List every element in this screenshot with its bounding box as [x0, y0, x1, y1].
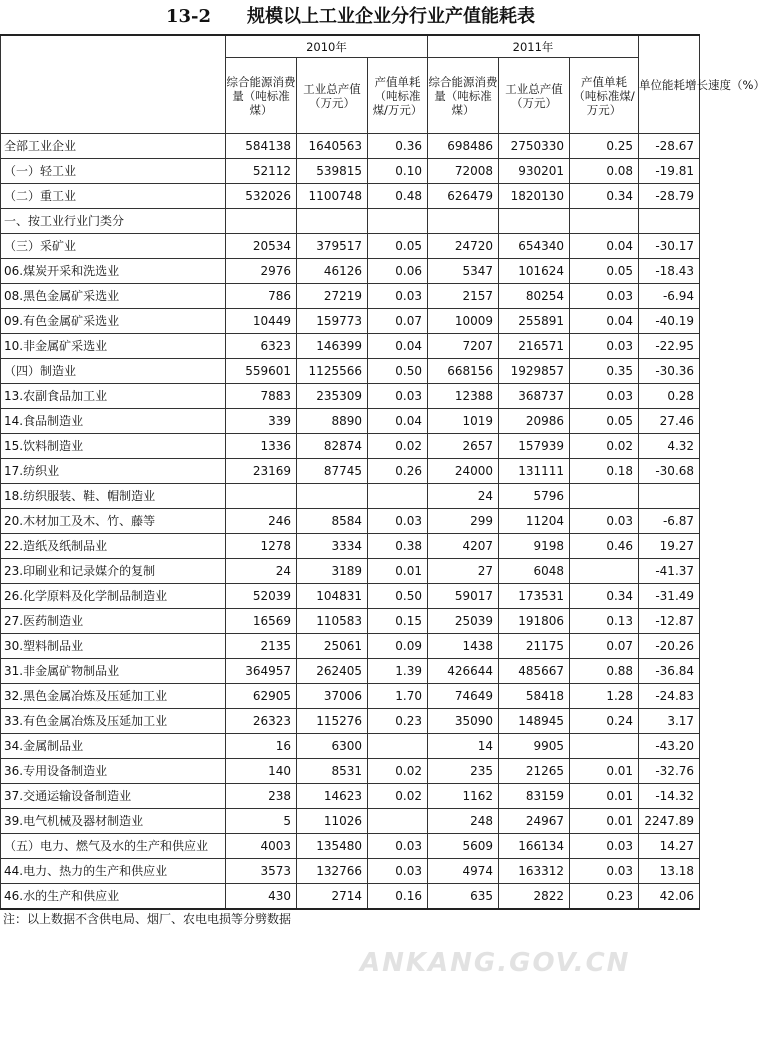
- table-cell: 135480: [297, 834, 368, 859]
- table-cell: 0.05: [570, 409, 639, 434]
- table-cell: 9905: [499, 734, 570, 759]
- table-cell: 0.28: [639, 384, 700, 409]
- table-cell: 87745: [297, 459, 368, 484]
- energy-2010-header: 综合能源消费量（吨标准煤）: [226, 58, 297, 134]
- table-cell: 83159: [499, 784, 570, 809]
- table-cell: 11026: [297, 809, 368, 834]
- table-cell: 26323: [226, 709, 297, 734]
- table-row: [1, 459, 700, 484]
- table-row: [1, 859, 700, 884]
- table-cell: 0.04: [368, 409, 428, 434]
- table-cell: 1162: [428, 784, 499, 809]
- table-cell: 0.04: [368, 334, 428, 359]
- table-row: [1, 284, 700, 309]
- table-cell: -6.87: [639, 509, 700, 534]
- table-cell: 148945: [499, 709, 570, 734]
- table-row: [1, 534, 700, 559]
- table-cell: 0.07: [368, 309, 428, 334]
- table-cell: 166134: [499, 834, 570, 859]
- row-label: （一）轻工业: [1, 159, 226, 184]
- table-cell: -36.84: [639, 659, 700, 684]
- table-row: [1, 159, 700, 184]
- table-cell: 0.02: [570, 434, 639, 459]
- table-cell: 2976: [226, 259, 297, 284]
- table-cell: [368, 484, 428, 509]
- table-cell: 72008: [428, 159, 499, 184]
- table-row: [1, 209, 700, 234]
- table-cell: -32.76: [639, 759, 700, 784]
- table-row: [1, 434, 700, 459]
- table-cell: 426644: [428, 659, 499, 684]
- table-cell: 35090: [428, 709, 499, 734]
- row-label: 32.黑色金属冶炼及压延加工业: [1, 684, 226, 709]
- table-cell: 191806: [499, 609, 570, 634]
- table-cell: 27219: [297, 284, 368, 309]
- row-label: 14.食品制造业: [1, 409, 226, 434]
- table-cell: 1929857: [499, 359, 570, 384]
- table-cell: [297, 484, 368, 509]
- table-cell: 5609: [428, 834, 499, 859]
- table-cell: -31.49: [639, 584, 700, 609]
- table-cell: [226, 209, 297, 234]
- table-cell: 163312: [499, 859, 570, 884]
- table-cell: 52039: [226, 584, 297, 609]
- table-cell: 14: [428, 734, 499, 759]
- year-2011-header: 2011年: [428, 35, 639, 58]
- table-cell: 0.01: [570, 759, 639, 784]
- table-cell: -6.94: [639, 284, 700, 309]
- row-label: 27.医药制造业: [1, 609, 226, 634]
- row-label: （三）采矿业: [1, 234, 226, 259]
- table-cell: 786: [226, 284, 297, 309]
- table-cell: 24000: [428, 459, 499, 484]
- table-cell: 7207: [428, 334, 499, 359]
- table-cell: 0.88: [570, 659, 639, 684]
- energy-table: [0, 34, 765, 910]
- row-label: 20.木材加工及木、竹、藤等: [1, 509, 226, 534]
- table-cell: [639, 209, 700, 234]
- table-cell: 0.34: [570, 584, 639, 609]
- table-cell: 0.25: [570, 134, 639, 159]
- table-cell: 2714: [297, 884, 368, 910]
- table-cell: 14623: [297, 784, 368, 809]
- table-cell: 1125566: [297, 359, 368, 384]
- row-header-blank: [1, 35, 226, 134]
- table-cell: -41.37: [639, 559, 700, 584]
- table-cell: 0.03: [368, 509, 428, 534]
- table-cell: 0.38: [368, 534, 428, 559]
- row-label: 17.纺织业: [1, 459, 226, 484]
- table-cell: 5: [226, 809, 297, 834]
- table-row: [1, 134, 700, 159]
- table-cell: 9198: [499, 534, 570, 559]
- table-cell: 2750330: [499, 134, 570, 159]
- table-cell: 0.34: [570, 184, 639, 209]
- table-cell: 0.50: [368, 584, 428, 609]
- table-cell: -30.68: [639, 459, 700, 484]
- row-label: （四）制造业: [1, 359, 226, 384]
- table-cell: 0.02: [368, 434, 428, 459]
- table-cell: 0.04: [570, 309, 639, 334]
- table-cell: 58418: [499, 684, 570, 709]
- table-cell: 0.50: [368, 359, 428, 384]
- table-cell: 46126: [297, 259, 368, 284]
- table-cell: 368737: [499, 384, 570, 409]
- table-cell: 2822: [499, 884, 570, 910]
- table-cell: 62905: [226, 684, 297, 709]
- table-cell: 0.08: [570, 159, 639, 184]
- row-label: 09.有色金属矿采选业: [1, 309, 226, 334]
- table-cell: 25039: [428, 609, 499, 634]
- row-label: 18.纺织服装、鞋、帽制造业: [1, 484, 226, 509]
- table-row: [1, 184, 700, 209]
- table-cell: 0.01: [368, 559, 428, 584]
- table-cell: -20.26: [639, 634, 700, 659]
- table-cell: 635: [428, 884, 499, 910]
- table-cell: 21265: [499, 759, 570, 784]
- table-cell: 559601: [226, 359, 297, 384]
- unit-2011-header: 产值单耗（吨标准煤/万元）: [570, 58, 639, 134]
- table-cell: 3189: [297, 559, 368, 584]
- table-cell: 0.03: [570, 509, 639, 534]
- table-cell: 248: [428, 809, 499, 834]
- table-cell: 20534: [226, 234, 297, 259]
- table-cell: 235309: [297, 384, 368, 409]
- table-cell: 3334: [297, 534, 368, 559]
- table-row: [1, 259, 700, 284]
- table-cell: 626479: [428, 184, 499, 209]
- table-cell: 485667: [499, 659, 570, 684]
- table-cell: 6048: [499, 559, 570, 584]
- table-cell: -14.32: [639, 784, 700, 809]
- table-cell: 0.18: [570, 459, 639, 484]
- table-cell: 0.03: [368, 284, 428, 309]
- table-cell: 1019: [428, 409, 499, 434]
- table-cell: 0.23: [570, 884, 639, 910]
- table-cell: -19.81: [639, 159, 700, 184]
- table-cell: 3573: [226, 859, 297, 884]
- table-cell: 27.46: [639, 409, 700, 434]
- table-cell: 0.05: [368, 234, 428, 259]
- table-row: [1, 809, 700, 834]
- table-cell: -40.19: [639, 309, 700, 334]
- table-cell: 0.13: [570, 609, 639, 634]
- row-label: 08.黑色金属矿采选业: [1, 284, 226, 309]
- row-label: 34.金属制品业: [1, 734, 226, 759]
- table-cell: [570, 209, 639, 234]
- table-cell: 52112: [226, 159, 297, 184]
- table-row: [1, 759, 700, 784]
- table-cell: [226, 484, 297, 509]
- table-cell: 12388: [428, 384, 499, 409]
- table-cell: -28.79: [639, 184, 700, 209]
- row-label: 13.农副食品加工业: [1, 384, 226, 409]
- table-cell: 25061: [297, 634, 368, 659]
- table-cell: 1336: [226, 434, 297, 459]
- table-cell: 27: [428, 559, 499, 584]
- table-cell: 0.24: [570, 709, 639, 734]
- table-row: [1, 309, 700, 334]
- table-cell: 262405: [297, 659, 368, 684]
- table-cell: 2247.89: [639, 809, 700, 834]
- table-cell: 110583: [297, 609, 368, 634]
- table-cell: 0.01: [570, 784, 639, 809]
- row-label: 全部工业企业: [1, 134, 226, 159]
- row-label: 37.交通运输设备制造业: [1, 784, 226, 809]
- table-row: [1, 834, 700, 859]
- table-cell: 5347: [428, 259, 499, 284]
- table-cell: 0.48: [368, 184, 428, 209]
- table-cell: -43.20: [639, 734, 700, 759]
- row-label: 44.电力、热力的生产和供应业: [1, 859, 226, 884]
- table-row: [1, 709, 700, 734]
- table-cell: 4974: [428, 859, 499, 884]
- output-2011-header: 工业总产值（万元）: [499, 58, 570, 134]
- table-cell: 0.03: [570, 334, 639, 359]
- row-label: 36.专用设备制造业: [1, 759, 226, 784]
- table-cell: 1.28: [570, 684, 639, 709]
- table-cell: 532026: [226, 184, 297, 209]
- row-label: （五）电力、燃气及水的生产和供应业: [1, 834, 226, 859]
- row-label: 23.印刷业和记录媒介的复制: [1, 559, 226, 584]
- table-cell: 16: [226, 734, 297, 759]
- footnote: 注：以上数据不含供电局、烟厂、农电电损等分劈数据: [3, 912, 292, 926]
- table-cell: 339: [226, 409, 297, 434]
- table-row: [1, 584, 700, 609]
- table-cell: 37006: [297, 684, 368, 709]
- table-cell: 10009: [428, 309, 499, 334]
- table-cell: 0.36: [368, 134, 428, 159]
- table-cell: -18.43: [639, 259, 700, 284]
- table-body: [1, 134, 700, 910]
- table-cell: 21175: [499, 634, 570, 659]
- table-cell: 23169: [226, 459, 297, 484]
- table-cell: 104831: [297, 584, 368, 609]
- table-cell: 131111: [499, 459, 570, 484]
- table-cell: 216571: [499, 334, 570, 359]
- table-cell: 0.10: [368, 159, 428, 184]
- table-cell: 0.02: [368, 759, 428, 784]
- table-row: [1, 684, 700, 709]
- table-row: [1, 634, 700, 659]
- table-cell: 8531: [297, 759, 368, 784]
- table-cell: 0.09: [368, 634, 428, 659]
- table-row: [1, 484, 700, 509]
- table-cell: 0.26: [368, 459, 428, 484]
- table-cell: 238: [226, 784, 297, 809]
- table-cell: 0.35: [570, 359, 639, 384]
- table-cell: [570, 559, 639, 584]
- table-cell: 5796: [499, 484, 570, 509]
- table-cell: 246: [226, 509, 297, 534]
- table-cell: 4.32: [639, 434, 700, 459]
- table-cell: -30.17: [639, 234, 700, 259]
- row-label: 10.非金属矿采选业: [1, 334, 226, 359]
- energy-2011-header: 综合能源消费量（吨标准煤）: [428, 58, 499, 134]
- table-cell: 0.23: [368, 709, 428, 734]
- table-cell: 2157: [428, 284, 499, 309]
- row-label: 31.非金属矿物制品业: [1, 659, 226, 684]
- table-cell: 140: [226, 759, 297, 784]
- year-2010-header: 2010年: [226, 35, 428, 58]
- table-cell: 0.03: [368, 384, 428, 409]
- table-cell: 24967: [499, 809, 570, 834]
- table-cell: 11204: [499, 509, 570, 534]
- table-cell: 0.15: [368, 609, 428, 634]
- table-cell: 3.17: [639, 709, 700, 734]
- table-cell: 0.07: [570, 634, 639, 659]
- table-cell: -28.67: [639, 134, 700, 159]
- output-2010-header: 工业总产值（万元）: [297, 58, 368, 134]
- table-cell: 146399: [297, 334, 368, 359]
- table-cell: [368, 209, 428, 234]
- table-cell: 1100748: [297, 184, 368, 209]
- table-row: [1, 884, 700, 910]
- table-cell: 4207: [428, 534, 499, 559]
- table-cell: 24: [428, 484, 499, 509]
- row-label: 26.化学原料及化学制品制造业: [1, 584, 226, 609]
- table-row: [1, 559, 700, 584]
- table-cell: 7883: [226, 384, 297, 409]
- row-label: 39.电气机械及器材制造业: [1, 809, 226, 834]
- table-cell: 0.03: [570, 384, 639, 409]
- table-cell: 2657: [428, 434, 499, 459]
- table-cell: 10449: [226, 309, 297, 334]
- table-cell: 584138: [226, 134, 297, 159]
- table-title: [0, 0, 701, 34]
- table-row: [1, 384, 700, 409]
- table-cell: -22.95: [639, 334, 700, 359]
- table-cell: 1438: [428, 634, 499, 659]
- table-cell: -30.36: [639, 359, 700, 384]
- table-cell: 14.27: [639, 834, 700, 859]
- table-cell: 159773: [297, 309, 368, 334]
- table-cell: -12.87: [639, 609, 700, 634]
- table-cell: 430: [226, 884, 297, 910]
- table-cell: 16569: [226, 609, 297, 634]
- row-label: 22.造纸及纸制品业: [1, 534, 226, 559]
- table-cell: 1.70: [368, 684, 428, 709]
- table-row: [1, 509, 700, 534]
- table-row: [1, 409, 700, 434]
- table-cell: [639, 484, 700, 509]
- table-cell: 101624: [499, 259, 570, 284]
- table-cell: 20986: [499, 409, 570, 434]
- row-label: 30.塑料制品业: [1, 634, 226, 659]
- table-cell: 1278: [226, 534, 297, 559]
- row-label: 一、按工业行业门类分: [1, 209, 226, 234]
- table-row: [1, 609, 700, 634]
- table-cell: 930201: [499, 159, 570, 184]
- table-cell: 299: [428, 509, 499, 534]
- table-cell: [570, 734, 639, 759]
- table-cell: [570, 484, 639, 509]
- table-cell: 24720: [428, 234, 499, 259]
- row-label: 15.饮料制造业: [1, 434, 226, 459]
- table-row: [1, 234, 700, 259]
- row-label: 33.有色金属冶炼及压延加工业: [1, 709, 226, 734]
- table-cell: 115276: [297, 709, 368, 734]
- table-cell: 668156: [428, 359, 499, 384]
- table-cell: 8890: [297, 409, 368, 434]
- table-cell: 0.03: [570, 859, 639, 884]
- table-cell: 1.39: [368, 659, 428, 684]
- table-cell: 0.04: [570, 234, 639, 259]
- table-cell: 132766: [297, 859, 368, 884]
- table-cell: 0.03: [368, 834, 428, 859]
- growth-header: 单位能耗增长速度（%）: [639, 35, 700, 134]
- table-cell: 42.06: [639, 884, 700, 910]
- table-cell: 24: [226, 559, 297, 584]
- table-cell: 6300: [297, 734, 368, 759]
- watermark: ANKANG.GOV.CN: [360, 948, 631, 978]
- table-cell: 0.02: [368, 784, 428, 809]
- table-cell: 0.01: [570, 809, 639, 834]
- table-cell: 173531: [499, 584, 570, 609]
- table-cell: 80254: [499, 284, 570, 309]
- table-cell: 157939: [499, 434, 570, 459]
- table-row: [1, 359, 700, 384]
- table-cell: 6323: [226, 334, 297, 359]
- table-cell: 4003: [226, 834, 297, 859]
- table-cell: 379517: [297, 234, 368, 259]
- table-cell: 654340: [499, 234, 570, 259]
- table-cell: 364957: [226, 659, 297, 684]
- table-cell: 74649: [428, 684, 499, 709]
- table-cell: 235: [428, 759, 499, 784]
- row-label: （二）重工业: [1, 184, 226, 209]
- table-row: [1, 734, 700, 759]
- table-row: [1, 784, 700, 809]
- table-title-text: 规模以上工业企业分行业产值能耗表: [247, 6, 536, 27]
- table-cell: [499, 209, 570, 234]
- table-cell: 0.46: [570, 534, 639, 559]
- table-row: [1, 334, 700, 359]
- table-cell: 0.03: [368, 859, 428, 884]
- table-cell: 0.05: [570, 259, 639, 284]
- table-cell: 0.06: [368, 259, 428, 284]
- table-number: 13-2: [165, 6, 212, 27]
- table-cell: 19.27: [639, 534, 700, 559]
- table-cell: [368, 809, 428, 834]
- table-cell: 13.18: [639, 859, 700, 884]
- table-cell: 255891: [499, 309, 570, 334]
- table-cell: 0.16: [368, 884, 428, 910]
- table-cell: 59017: [428, 584, 499, 609]
- unit-2010-header: 产值单耗（吨标准煤/万元）: [368, 58, 428, 134]
- table-cell: 1820130: [499, 184, 570, 209]
- table-cell: [368, 734, 428, 759]
- table-cell: 1640563: [297, 134, 368, 159]
- table-cell: 0.03: [570, 284, 639, 309]
- table-cell: 2135: [226, 634, 297, 659]
- table-cell: -24.83: [639, 684, 700, 709]
- table-cell: 82874: [297, 434, 368, 459]
- table-cell: [297, 209, 368, 234]
- row-label: 06.煤炭开采和洗选业: [1, 259, 226, 284]
- table-cell: 539815: [297, 159, 368, 184]
- row-label: 46.水的生产和供应业: [1, 884, 226, 910]
- table-cell: 8584: [297, 509, 368, 534]
- table-cell: 698486: [428, 134, 499, 159]
- table-cell: [428, 209, 499, 234]
- table-row: [1, 659, 700, 684]
- table-cell: 0.03: [570, 834, 639, 859]
